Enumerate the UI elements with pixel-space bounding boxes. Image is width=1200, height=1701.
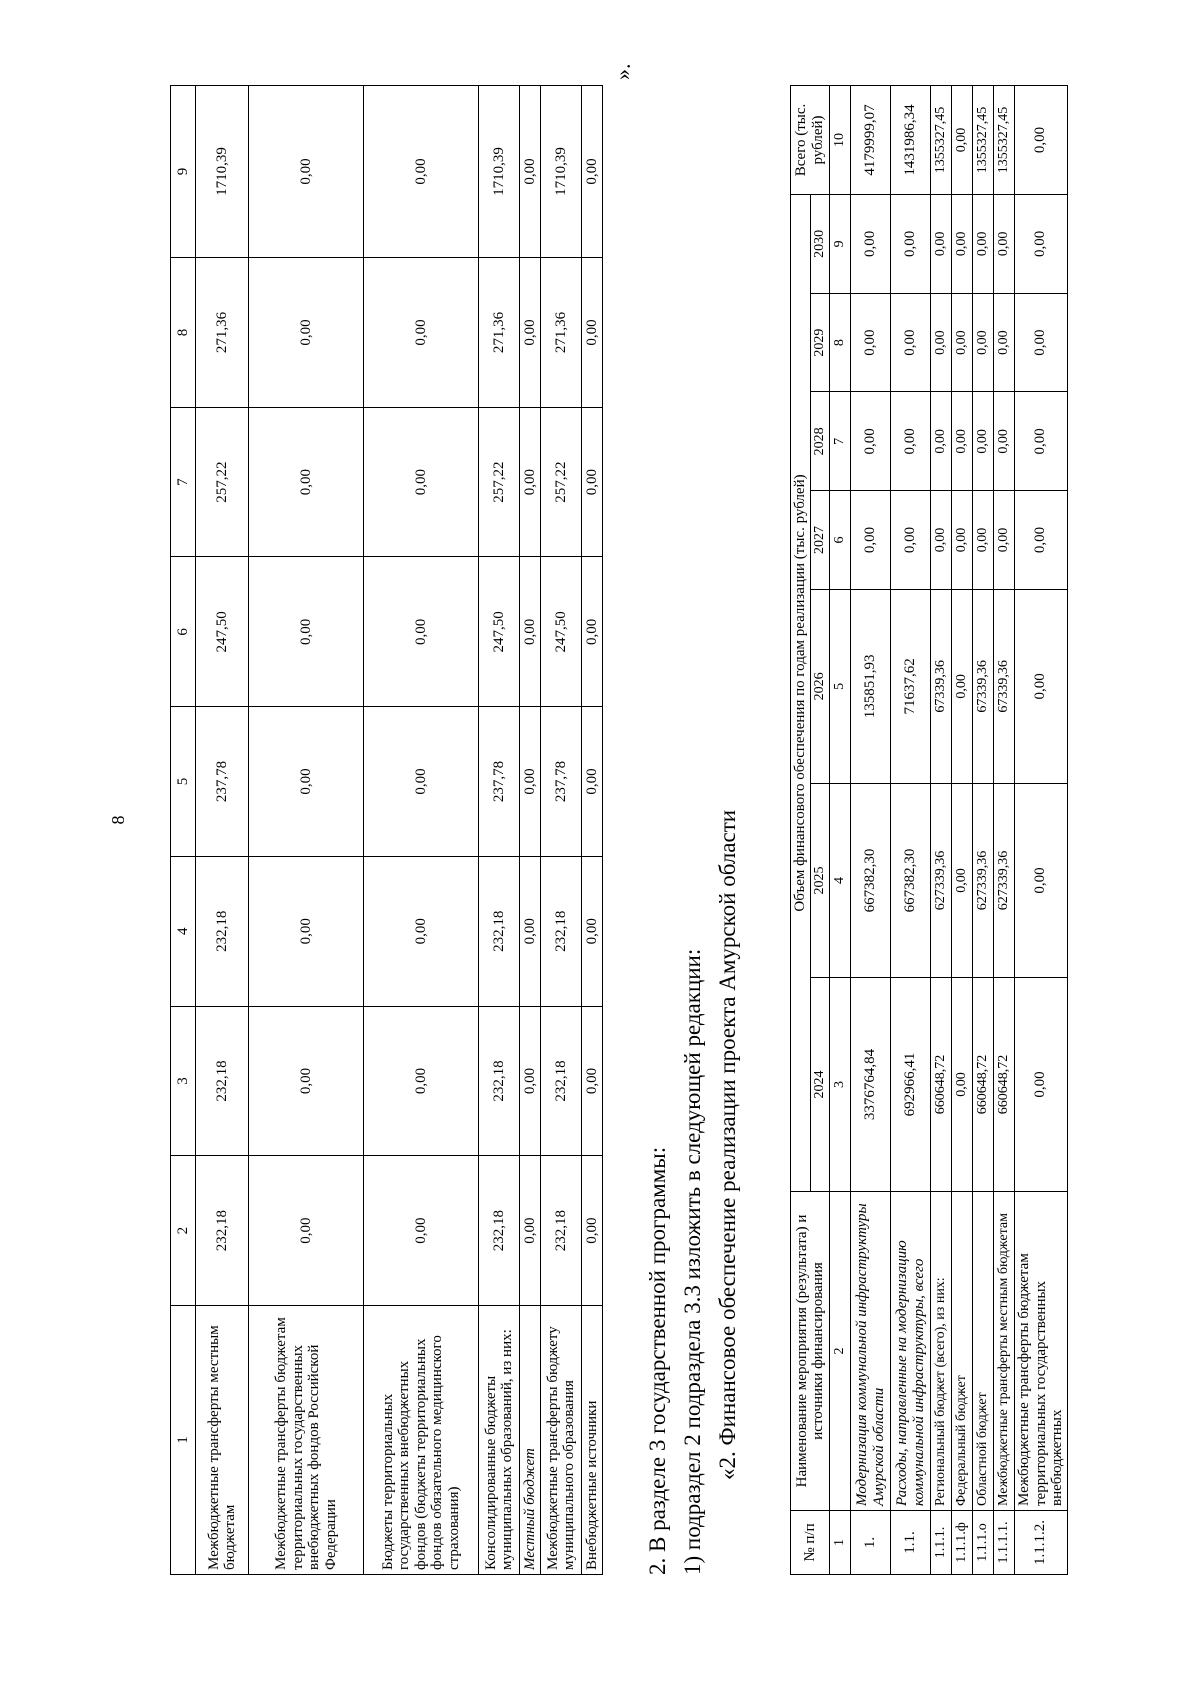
index-cell: 3 <box>830 977 851 1191</box>
table-row <box>364 86 479 1575</box>
cell: 232,18 <box>541 856 582 1006</box>
paragraph-line-2: 1) подраздел 2 подраздела 3.3 изложить в следующей редакции: <box>680 948 705 1575</box>
cell: 0,00 <box>249 856 364 1006</box>
table-row <box>541 86 582 1575</box>
cell: 232,18 <box>479 1006 520 1156</box>
index-cell: 10 <box>830 86 851 195</box>
cell: 0,00 <box>364 1156 479 1306</box>
cell: 0,00 <box>1015 491 1068 590</box>
year-cell: 2028 <box>811 392 830 491</box>
row-name: Бюджеты территориальных государственных внебюджетных фондов (бюджеты территориальных фондов обязательного медицинского страхования) <box>364 1306 479 1575</box>
cell: 0,00 <box>952 783 973 977</box>
cell: 0,00 <box>520 707 541 857</box>
cell: 0,00 <box>1015 293 1068 392</box>
cell: 271,36 <box>196 258 249 408</box>
cell: 1355327,45 <box>973 86 994 195</box>
cell: 232,18 <box>541 1006 582 1156</box>
rotated-content <box>90 30 1090 1610</box>
cell: 0,00 <box>1015 589 1068 783</box>
cell: 247,50 <box>541 557 582 707</box>
table-funding-sources <box>170 85 603 1575</box>
cell: 0,00 <box>364 707 479 857</box>
row-name: Модернизация коммунальной инфраструктуры Амурской области <box>851 1192 891 1511</box>
cell: 67339,36 <box>931 589 952 783</box>
cell: 667382,30 <box>851 783 891 977</box>
table-header-row <box>171 86 196 1575</box>
cell: 0,00 <box>851 491 891 590</box>
table-row <box>1015 86 1068 1575</box>
cell: 660648,72 <box>931 977 952 1191</box>
cell: 0,00 <box>249 1156 364 1306</box>
header-cell: 2 <box>171 1156 196 1306</box>
cell: 0,00 <box>582 407 603 557</box>
cell: 0,00 <box>952 589 973 783</box>
cell: 0,00 <box>520 407 541 557</box>
table-row <box>582 86 603 1575</box>
row-name: Местный бюджет <box>520 1306 541 1575</box>
cell: 67339,36 <box>994 589 1015 783</box>
cell: 1431986,34 <box>891 86 931 195</box>
cell: 0,00 <box>994 293 1015 392</box>
index-cell: 4 <box>830 783 851 977</box>
cell: 1710,39 <box>479 86 520 258</box>
cell: 0,00 <box>582 557 603 707</box>
cell: 1710,39 <box>196 86 249 258</box>
cell: 232,18 <box>479 1156 520 1306</box>
cell: 0,00 <box>520 258 541 408</box>
cell: 627339,36 <box>973 783 994 977</box>
year-cell: 2030 <box>811 195 830 294</box>
header-cell: 4 <box>171 856 196 1006</box>
cell: 0,00 <box>520 856 541 1006</box>
cell: 0,00 <box>520 557 541 707</box>
row-name: Областной бюджет <box>973 1192 994 1511</box>
cell: 0,00 <box>249 707 364 857</box>
cell: 660648,72 <box>994 977 1015 1191</box>
cell: 0,00 <box>582 86 603 258</box>
cell: 0,00 <box>994 491 1015 590</box>
cell: 0,00 <box>249 258 364 408</box>
index-cell: 2 <box>830 1192 851 1511</box>
index-cell: 8 <box>830 293 851 392</box>
cell: 0,00 <box>952 293 973 392</box>
cell: 0,00 <box>973 293 994 392</box>
cell: 627339,36 <box>931 783 952 977</box>
row-number: 1.1. <box>891 1511 931 1575</box>
row-number: 1.1.1. <box>931 1511 952 1575</box>
row-name: Расходы, направленные на модернизацию коммунальной инфраструктуры, всего <box>891 1192 931 1511</box>
cell: 237,78 <box>479 707 520 857</box>
cell: 0,00 <box>1015 195 1068 294</box>
cell: 0,00 <box>931 293 952 392</box>
cell: 0,00 <box>891 293 931 392</box>
row-name: Межбюджетные трансферты бюджетам территориальных государственных внебюджетных фондов Российской Федерации <box>249 1306 364 1575</box>
cell: 0,00 <box>1015 977 1068 1191</box>
cell: 1710,39 <box>541 86 582 258</box>
row-number: 1.1.1.ф <box>952 1511 973 1575</box>
cell: 0,00 <box>582 258 603 408</box>
cell: 0,00 <box>520 1006 541 1156</box>
cell: 0,00 <box>891 392 931 491</box>
table-row <box>249 86 364 1575</box>
cell: 0,00 <box>520 1156 541 1306</box>
cell: 0,00 <box>851 195 891 294</box>
table-index-row <box>830 86 851 1575</box>
closing-quote: ». <box>610 63 635 80</box>
row-number: 1. <box>851 1511 891 1575</box>
index-cell: 7 <box>830 392 851 491</box>
index-cell: 1 <box>830 1511 851 1575</box>
year-cell: 2025 <box>811 783 830 977</box>
cell: 0,00 <box>1015 392 1068 491</box>
cell: 3376764,84 <box>851 977 891 1191</box>
header-cell: 8 <box>171 258 196 408</box>
row-name: Консолидированные бюджеты муниципальных образований, из них: <box>479 1306 520 1575</box>
cell: 232,18 <box>541 1156 582 1306</box>
cell: 257,22 <box>196 407 249 557</box>
table-row <box>931 86 952 1575</box>
table-row <box>891 86 931 1575</box>
cell: 0,00 <box>931 491 952 590</box>
cell: 0,00 <box>364 86 479 258</box>
cell: 0,00 <box>582 707 603 857</box>
header-col-total: Всего (тыс. рублей) <box>791 86 830 195</box>
cell: 67339,36 <box>973 589 994 783</box>
row-name: Региональный бюджет (всего), из них: <box>931 1192 952 1511</box>
header-col-name: Наименование мероприятия (результата) и источники финансирования <box>791 1192 830 1511</box>
cell: 667382,30 <box>891 783 931 977</box>
row-name: Внебюджетные источники <box>582 1306 603 1575</box>
header-cell: 6 <box>171 557 196 707</box>
cell: 0,00 <box>582 1006 603 1156</box>
cell: 0,00 <box>364 407 479 557</box>
cell: 135851,93 <box>851 589 891 783</box>
cell: 1355327,45 <box>931 86 952 195</box>
cell: 71637,62 <box>891 589 931 783</box>
cell: 0,00 <box>931 195 952 294</box>
cell: 0,00 <box>582 1156 603 1306</box>
index-cell: 6 <box>830 491 851 590</box>
cell: 1355327,45 <box>994 86 1015 195</box>
cell: 0,00 <box>994 392 1015 491</box>
year-cell: 2027 <box>811 491 830 590</box>
header-col-volume: Объем финансового обеспечения по годам реализации (тыс. рублей) <box>791 195 811 1192</box>
year-cell: 2024 <box>811 977 830 1191</box>
table-row <box>952 86 973 1575</box>
year-cell: 2029 <box>811 293 830 392</box>
cell: 0,00 <box>973 491 994 590</box>
cell: 0,00 <box>891 195 931 294</box>
cell: 0,00 <box>520 86 541 258</box>
table-row <box>994 86 1015 1575</box>
cell: 0,00 <box>582 856 603 1006</box>
cell: 0,00 <box>249 86 364 258</box>
row-name: Межбюджетные трансферты местным бюджетам <box>196 1306 249 1575</box>
cell: 247,50 <box>479 557 520 707</box>
cell: 257,22 <box>541 407 582 557</box>
cell: 0,00 <box>249 557 364 707</box>
cell: 0,00 <box>851 392 891 491</box>
cell: 271,36 <box>541 258 582 408</box>
cell: 0,00 <box>249 407 364 557</box>
table-row <box>973 86 994 1575</box>
cell: 0,00 <box>952 86 973 195</box>
cell: 232,18 <box>479 856 520 1006</box>
page-number: 8 <box>108 815 128 825</box>
header-col-no: № п/п <box>791 1511 830 1575</box>
table-header-row <box>791 86 811 1575</box>
cell: 232,18 <box>196 1156 249 1306</box>
year-cell: 2026 <box>811 589 830 783</box>
cell: 0,00 <box>952 977 973 1191</box>
section-heading: «2. Финансовое обеспечение реализации проекта Амурской области <box>715 809 740 1480</box>
header-cell: 5 <box>171 707 196 857</box>
row-name: Межбюджетные трансферты бюджетам территориальных государственных внебюджетных <box>1015 1192 1068 1511</box>
cell: 0,00 <box>364 258 479 408</box>
cell: 692966,41 <box>891 977 931 1191</box>
header-cell: 1 <box>171 1306 196 1575</box>
cell: 232,18 <box>196 1006 249 1156</box>
cell: 0,00 <box>364 856 479 1006</box>
cell: 237,78 <box>196 707 249 857</box>
header-cell: 9 <box>171 86 196 258</box>
table-row <box>851 86 891 1575</box>
cell: 271,36 <box>479 258 520 408</box>
cell: 0,00 <box>249 1006 364 1156</box>
cell: 0,00 <box>364 1006 479 1156</box>
cell: 257,22 <box>479 407 520 557</box>
cell: 247,50 <box>196 557 249 707</box>
header-cell: 3 <box>171 1006 196 1156</box>
cell: 0,00 <box>364 557 479 707</box>
table-project-financing <box>790 85 1068 1575</box>
row-name: Межбюджетные трансферты местным бюджетам <box>994 1192 1015 1511</box>
cell: 0,00 <box>973 392 994 491</box>
table-row <box>196 86 249 1575</box>
cell: 0,00 <box>851 293 891 392</box>
table-row <box>520 86 541 1575</box>
row-name: Федеральный бюджет <box>952 1192 973 1511</box>
cell: 0,00 <box>952 491 973 590</box>
cell: 232,18 <box>196 856 249 1006</box>
header-cell: 7 <box>171 407 196 557</box>
cell: 0,00 <box>1015 86 1068 195</box>
cell: 4179999,07 <box>851 86 891 195</box>
cell: 0,00 <box>994 195 1015 294</box>
row-number: 1.1.1.1. <box>994 1511 1015 1575</box>
cell: 0,00 <box>952 195 973 294</box>
row-name: Межбюджетные трансферты бюджету муниципального образования <box>541 1306 582 1575</box>
cell: 0,00 <box>931 392 952 491</box>
index-cell: 9 <box>830 195 851 294</box>
index-cell: 5 <box>830 589 851 783</box>
cell: 0,00 <box>952 392 973 491</box>
row-number: 1.1.1.2. <box>1015 1511 1068 1575</box>
row-number: 1.1.1.о <box>973 1511 994 1575</box>
cell: 627339,36 <box>994 783 1015 977</box>
cell: 237,78 <box>541 707 582 857</box>
cell: 0,00 <box>891 491 931 590</box>
cell: 0,00 <box>973 195 994 294</box>
paragraph-line-1: 2. В разделе 3 государственной программы: <box>645 1146 670 1575</box>
cell: 0,00 <box>1015 783 1068 977</box>
table-row <box>479 86 520 1575</box>
cell: 660648,72 <box>973 977 994 1191</box>
